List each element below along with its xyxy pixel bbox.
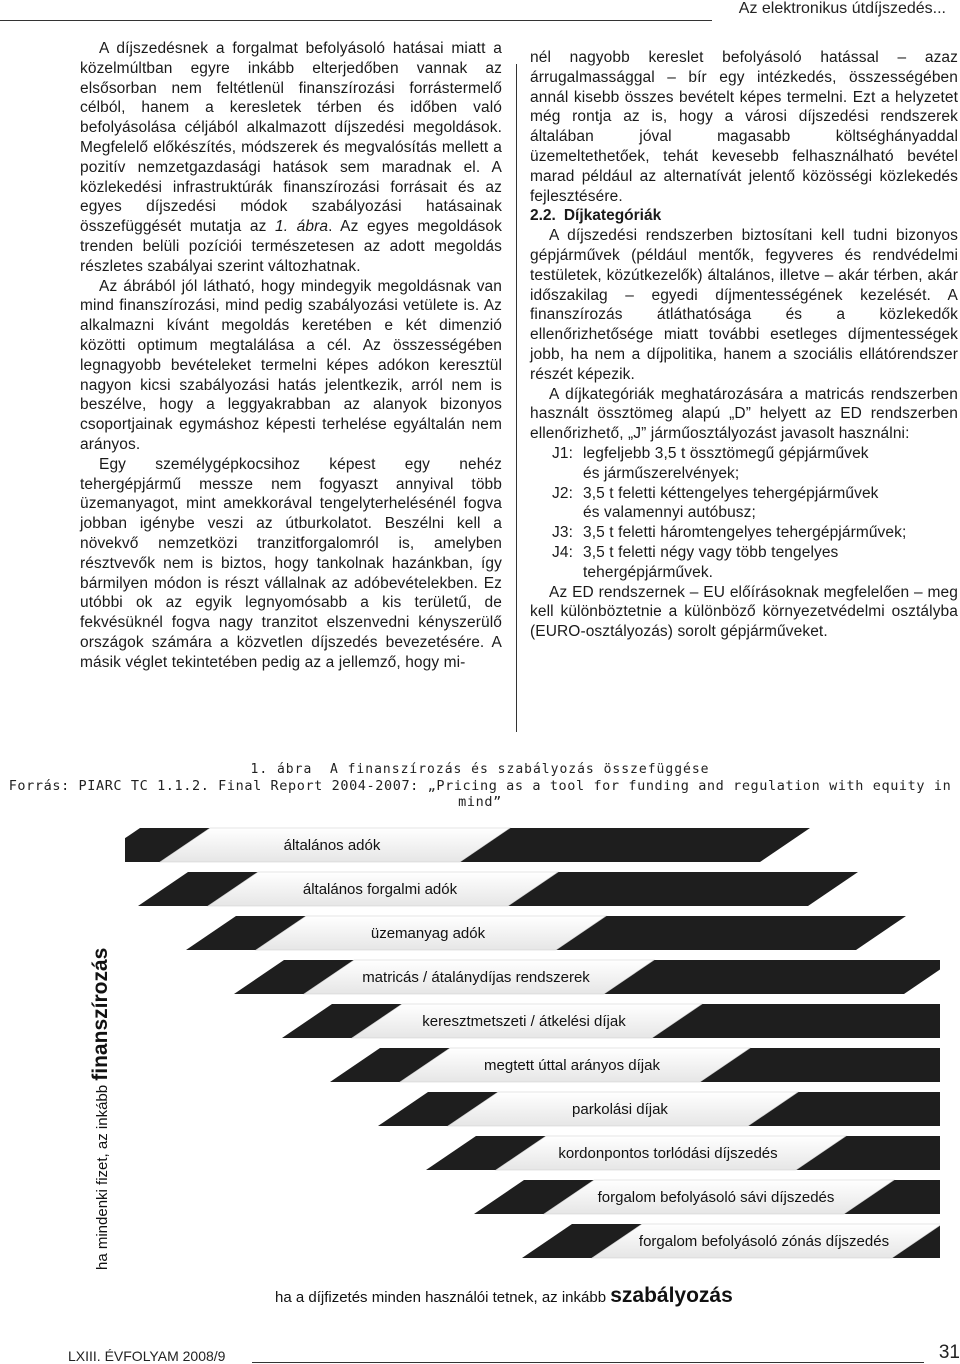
band-label: kordonpontos torlódási díjszedés (558, 1145, 778, 1162)
band-label: forgalom befolyásoló sávi díjszedés (597, 1189, 835, 1206)
band-label: matricás / átalánydíjas rendszerek (362, 969, 590, 986)
category-item-j3: J3: 3,5 t feletti háromtengelyes tehergépjárművek; (552, 524, 907, 542)
category-item-j1: J1: legfeljebb 3,5 t össztömegű gépjárművek és járműszerelvények; (552, 444, 869, 482)
section-title: Díjkategóriák (563, 207, 662, 225)
x-axis-label: ha a díjfizetés minden használói tetnek, az inkább szabályozás (275, 1284, 733, 1307)
figure-reference: 1. ábra (274, 218, 329, 236)
right-intro-paragraph: nél nagyobb kereslet befolyásoló hatással – azaz árrugalmassággal – bír egy intézkedés, összességében annál kisebb összes bevételt képes termelni. Ezt a helyzetet még rontja az is, hogy a városi díjszedési rendszerek általában jóval magasabb költséghányaddal üzemeltethetőek, tehát kevesebb felhasználható bevétel marad például az alternatívát jelentő közösségi közlekedés fejlesztésére. (530, 49, 958, 205)
band-label: általános forgalmi adók (302, 881, 458, 898)
band-label: forgalom befolyásoló zónás díjszedés (638, 1233, 890, 1250)
figure-caption-number: 1. ábra (250, 762, 313, 777)
section-heading (530, 206, 958, 226)
figure-source: Forrás: PIARC TC 1.1.2. Final Report 2004-2007: „Pricing as a tool for funding and regulation with equity in mind” (8, 778, 952, 810)
figure-caption-title: A finanszírozás és szabályozás összefüggése (329, 762, 710, 777)
right-paragraph-1: A díjszedési rendszerben biztosítani kell tudni bizonyos gépjárművek (például mentők, fegyveres és rendvédelmi testületek, közútkezelők) általános, illetve – akár térben, akár időszakilag – egyedi díjmentességének kezelését. A finanszírozás átláthatósága és a közlekedők ellenőrizhetősége miatt további esetleges díjmentességek jobb, ha nem a díjpolitika, hanem a szociális ellátórendszer részét képezik. (530, 227, 958, 383)
category-item-j2: J2: 3,5 t feletti kéttengelyes tehergépjárművek és valamennyi autóbusz; (552, 484, 879, 522)
right-paragraph-2: A díjkategóriák meghatározására a matricás rendszerben használt össztömeg alapú „D” helyett az ED rendszerben ellenőrizhető, „J” járműosztályozást javasolt használni: (530, 385, 958, 443)
category-item-j4: J4: 3,5 t feletti négy vagy több tengelyes tehergépjárművek. (552, 543, 839, 581)
running-header: Az elektronikus útdíjszedés... (738, 0, 946, 17)
band-label: keresztmetszeti / átkelési díjak (422, 1013, 626, 1030)
band-label: megtett úttal arányos díjak (484, 1057, 660, 1074)
diagram-svg (75, 810, 940, 1312)
header-rule (0, 20, 712, 21)
page-number: 31 (938, 1342, 960, 1363)
section-number: 2.2. (530, 207, 556, 225)
left-paragraph-1: A díjszedésnek a forgalmat befolyásoló hatásai miatt a közelmúltban egyre inkább elterjedőben vannak az elsősorban nem feltétlenül finanszírozási forrástermelő célból, hanem a keresletek térben és időben való befolyásolása céljából alkalmazott díjszedési megoldások. Megfelelő előkészítés, módszerek és megvalósítás mellett a pozitív nemzetgazdasági hatások sem maradnak el. A közlekedési infrastruktúrák finanszírozási forrásait és az egyes díjszedési módok szabályozási hatásainak összefüggését mutatja az 1. ábra. Az egyes megoldások trenden belüli pozíciói természetesen az adott megoldás részletes szabályai szerint változhatnak. (80, 40, 502, 275)
band-label: parkolási díjak (572, 1101, 668, 1118)
band-label: általános adók (283, 837, 381, 854)
band-stripe (450, 828, 810, 862)
right-paragraph-3: Az ED rendszernek – EU előírásoknak megfelelően – meg kell különböztetnie a különböző környezetvédelmi osztályba (EURO-osztályozás) sorolt gépjárműveket. (530, 583, 958, 641)
band-stripe (546, 916, 906, 950)
bands-layer (75, 810, 940, 1312)
figure-diagram (75, 810, 940, 1312)
left-column (80, 39, 502, 673)
left-paragraph-2: Az ábrából jól látható, hogy mindegyik megoldásnak van mind finanszírozási, mind pedig szabályozási vetülete is. Az alkalmazni kívánt megoldás keretében e két dimenzió közötti optimum megtalálása a cél. Az összességében legnagyobb bevételeket termelni képes adókon keresztül nagyon kicsi szabályozási hatás jelentkezik, arról nem is beszélve, hogy a leggyakrabban az alanyok bizonyos csoportjainak egymáshoz képesti terhelése egyáltalán nem arányos. (80, 277, 502, 453)
y-axis-label: ha mindenki fizet, az inkább finanszírozás (89, 947, 112, 1270)
band-stripe (498, 872, 858, 906)
column-divider (516, 64, 517, 732)
footer-volume: LXIII. ÉVFOLYAM 2008/9 (68, 1348, 226, 1364)
figure-caption (0, 762, 960, 777)
right-column (530, 48, 958, 642)
left-paragraph-3: Egy személygépkocsihoz képest egy nehéz tehergépjármű messze nem fogyaszt annyival több üzemanyagot, mint amekkorával tengelyterhelésénél fogva jobban igénybe veszi az útburkolatot. Beszélni kell a növekvő nemzetközi tranzitforgalomról is, amelyben résztvevők nem is biztos, hogy tankolnak hazánkban, így bármilyen módon is részt vállalnak az adóbevételekben. Ez utóbbi ok az egyik legnyomósabb a kis területű, de fekvésüknél fogva nagy tranzitot elszenvedni kényszerülő országok számára a közvetlen díjszedés bevezetésére. A másik véglet tekintetében pedig az a jellemző, hogy mi- (80, 455, 502, 671)
band-label: üzemanyag adók (370, 925, 486, 942)
